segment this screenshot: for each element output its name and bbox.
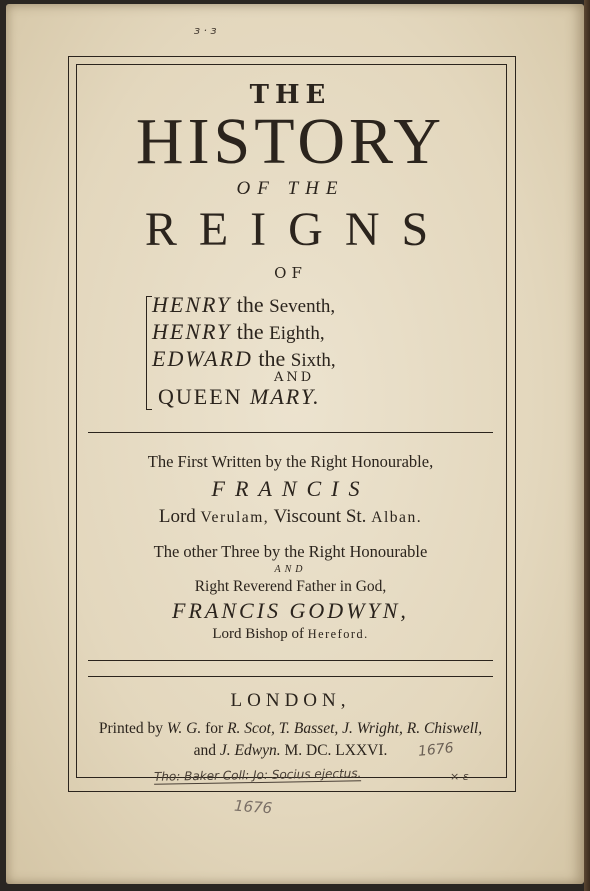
imprint-edwyn-year: and J. Edwyn. M. DC. LXXVI.	[193, 742, 388, 759]
title-of-the: OF THE	[236, 178, 345, 199]
king-row: HENRY the Eighth,	[152, 319, 325, 344]
title-the: THE	[249, 80, 332, 110]
title-page	[6, 4, 584, 884]
pencil-date: 1676	[233, 796, 273, 818]
kings-list	[152, 292, 336, 373]
divider-rule	[88, 676, 493, 677]
queen-mary: QUEEN MARY.	[158, 384, 321, 409]
king-row: HENRY the Seventh,	[152, 292, 336, 317]
other-three-line: The other Three by the Right Honourable	[153, 542, 428, 561]
kings-bracket	[146, 296, 152, 410]
handwritten-marks: × ɛ	[450, 770, 469, 783]
handwritten-year: 1676	[417, 740, 455, 760]
author-godwyn: FRANCIS GODWYN,	[172, 598, 409, 623]
author-francis: FRANCIS	[211, 476, 370, 501]
top-pen-marks: ɜ · ɜ	[194, 24, 217, 37]
imprint-london: LONDON,	[230, 690, 351, 711]
bishop-line: Lord Bishop of Hereford.	[212, 626, 369, 642]
and-italic: AND	[274, 564, 307, 575]
first-written-line: The First Written by the Right Honourable,	[147, 452, 434, 471]
king-row: EDWARD the Sixth,	[152, 346, 336, 371]
imprint-printed-by: Printed by W. G. for R. Scot, T. Basset, J. Wright, R. Chiswell,	[98, 720, 483, 737]
lord-verulam-line: Lord Verulam, Viscount St. Alban.	[158, 506, 423, 527]
title-of: OF	[274, 264, 307, 282]
title-reigns: REIGNS	[144, 203, 451, 256]
divider-rule	[88, 660, 493, 661]
title-history: HISTORY	[135, 105, 446, 178]
book-spine-edge	[584, 0, 590, 891]
owner-inscription: Tho: Baker Coll: Jo: Socius ejectus.	[153, 766, 362, 784]
and-small: AND	[274, 370, 315, 385]
divider-rule	[88, 432, 493, 433]
right-reverend-line: Right Reverend Father in God,	[194, 578, 387, 595]
